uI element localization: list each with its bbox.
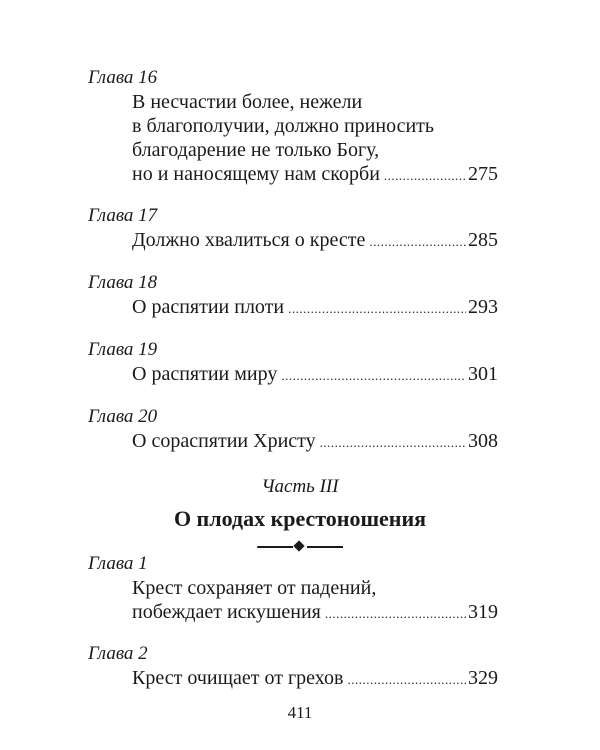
- ornament-line-left: [257, 546, 293, 548]
- chapter-title-last-line: [132, 295, 498, 321]
- dot-leader: [369, 230, 466, 254]
- table-of-contents-part3: [88, 552, 498, 692]
- page-ref: 301: [468, 363, 498, 385]
- dot-leader: [325, 602, 466, 626]
- part-title: О плодах крестоношения: [173, 506, 427, 531]
- part-heading: [0, 475, 600, 553]
- chapter-title-last-line: [132, 162, 498, 188]
- chapter-label: Глава 18: [88, 272, 158, 293]
- chapter-title-last-line: [132, 362, 498, 388]
- page-ref: 319: [468, 601, 498, 623]
- chapter-title-text: О распятии плоти: [132, 296, 285, 318]
- chapter-title-line: Крест сохраняет от падений,: [132, 577, 377, 599]
- chapter-title-line: В несчастии более, нежели: [132, 91, 363, 113]
- dot-leader: [320, 431, 466, 455]
- chapter-label: Глава 17: [88, 205, 158, 226]
- page-number: 411: [287, 703, 313, 722]
- toc-entry-part3-chapter-2: [88, 642, 498, 692]
- chapter-title-line: благодарение не только Богу,: [132, 139, 380, 161]
- chapter-title: [132, 228, 498, 254]
- toc-entry-chapter-18: [88, 271, 498, 321]
- toc-entry-chapter-17: [88, 204, 498, 254]
- chapter-label: Глава 19: [88, 339, 158, 360]
- page-ref: 293: [468, 296, 498, 318]
- dot-leader: [281, 364, 466, 388]
- chapter-title: [132, 362, 498, 388]
- chapter-title-last-line: [132, 600, 498, 626]
- chapter-label: Глава 2: [88, 643, 148, 664]
- chapter-title: [132, 295, 498, 321]
- chapter-title: [132, 666, 498, 692]
- chapter-title-last-line: [132, 666, 498, 692]
- part-label: Часть III: [261, 476, 339, 497]
- ornament-line-right: [307, 546, 343, 548]
- chapter-title-text: О сораспятии Христу: [132, 430, 316, 452]
- page-ref: 275: [468, 163, 498, 185]
- page-ref: 285: [468, 229, 498, 251]
- chapter-label: Глава 20: [88, 406, 158, 427]
- chapter-title: [132, 90, 498, 188]
- toc-entry-chapter-20: [88, 405, 498, 455]
- page-ref: 308: [468, 430, 498, 452]
- toc-entry-chapter-19: [88, 338, 498, 388]
- chapter-title-text: побеждает искушения: [132, 601, 321, 623]
- chapter-title-last-line: [132, 429, 498, 455]
- chapter-title-text: Крест очищает от грехов: [132, 667, 344, 689]
- page-ref: 329: [468, 667, 498, 689]
- toc-entry-part3-chapter-1: [88, 552, 498, 626]
- chapter-title-text: но и наносящему нам скорби: [132, 163, 380, 185]
- chapter-title-text: О распятии миру: [132, 363, 278, 385]
- chapter-label: Глава 1: [88, 553, 148, 574]
- dot-leader: [288, 297, 466, 321]
- dot-leader: [384, 164, 466, 188]
- dot-leader: [347, 668, 466, 692]
- chapter-title-text: Должно хвалиться о кресте: [132, 229, 366, 251]
- chapter-title: [132, 576, 498, 626]
- chapter-title: [132, 429, 498, 455]
- chapter-title-last-line: [132, 228, 498, 254]
- chapter-label: Глава 16: [88, 67, 158, 88]
- toc-entry-chapter-16: [88, 66, 498, 188]
- chapter-title-line: в благополучии, должно приносить: [132, 115, 435, 137]
- table-of-contents: [88, 66, 498, 455]
- ornament-diamond-icon: [293, 540, 304, 551]
